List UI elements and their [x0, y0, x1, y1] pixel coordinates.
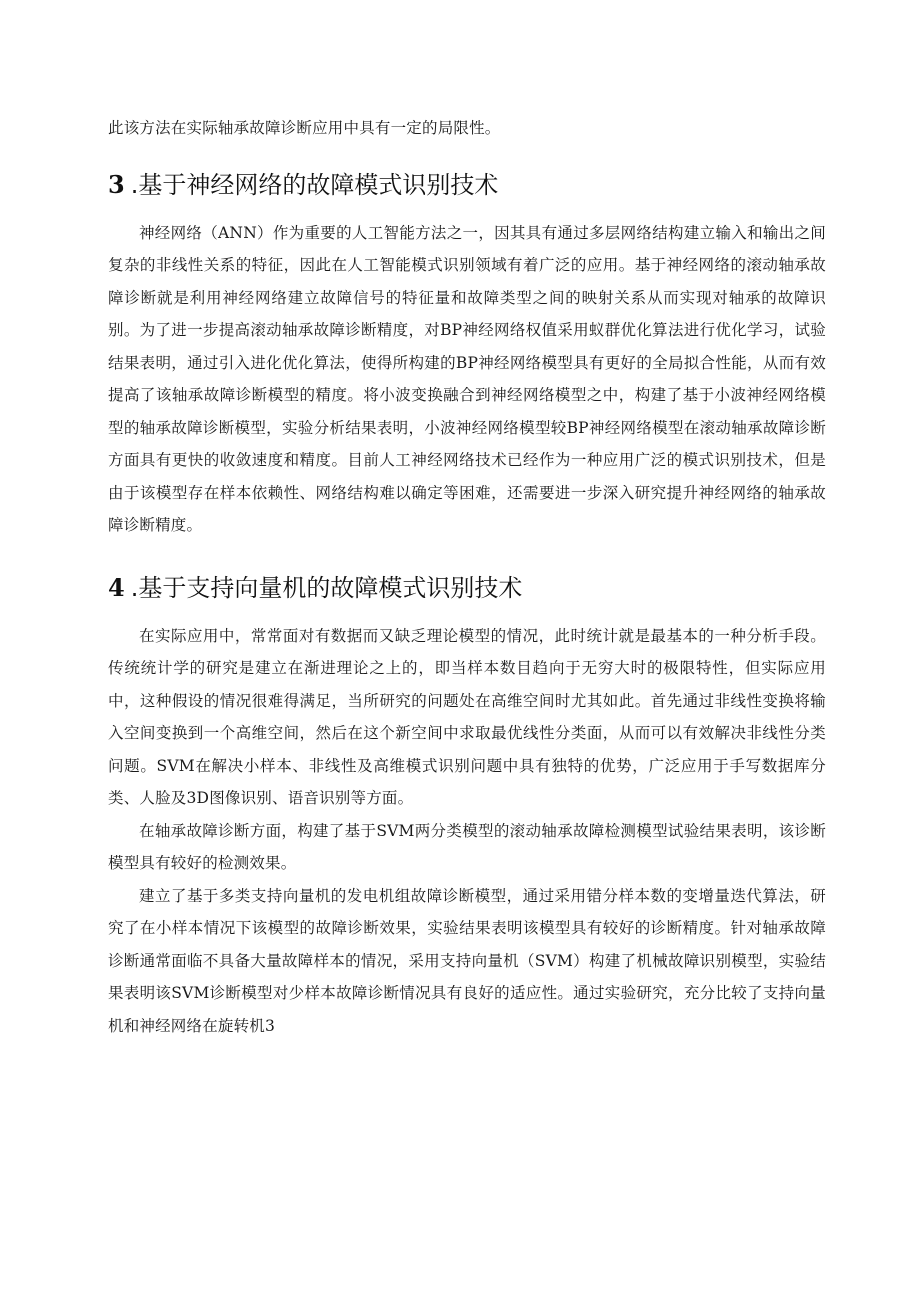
- section-4-paragraph-3: 建立了基于多类支持向量机的发电机组故障诊断模型，通过采用错分样本数的变增量迭代算法，研究了在小样本情况下该模型的故障诊断效果，实验结果表明该模型具有较好的诊断精度。针对轴承故障诊断通常面临不具备大量故障样本的情况，采用支持向量机（SVM）构建了机械故障识别模型，实验结果表明该SVM诊断模型对少样本故障诊断情况具有良好的适应性。通过实验研究，充分比较了支持向量机和神经网络在旋转机3: [108, 886, 826, 1035]
- section-4-paragraph-2: 在轴承故障诊断方面，构建了基于SVM两分类模型的滚动轴承故障检测模型试验结果表明，该诊断模型具有较好的检测效果。: [108, 821, 826, 872]
- section-3-paragraph: 神经网络（ANN）作为重要的人工智能方法之一，因其具有通过多层网络结构建立输入和输出之间复杂的非线性关系的特征，因此在人工智能模式识别领域有着广泛的应用。基于神经网络的滚动轴承故障诊断就是利用神经网络建立故障信号的特征量和故障类型之间的映射关系从而实现对轴承的故障识别。为了进一步提高滚动轴承故障诊断精度，对BP神经网络权值采用蚁群优化算法进行优化学习，试验结果表明，通过引入进化优化算法，使得所构建的BP神经网络模型具有更好的全局拟合性能，从而有效提高了该轴承故障诊断模型的精度。将小波变换融合到神经网络模型之中，构建了基于小波神经网络模型的轴承故障诊断模型，实验分析结果表明，小波神经网络模型较BP神经网络模型在滚动轴承故障诊断方面具有更快的收敛速度和精度。目前人工神经网络技术已经作为一种应用广泛的模式识别技术，但是由于该模型存在样本依赖性、网络结构难以确定等困难，还需要进一步深入研究提升神经网络的轴承故障诊断精度。: [108, 223, 826, 534]
- section-4-number: 4: [108, 572, 125, 602]
- section-3-heading: [108, 165, 826, 205]
- section-4-paragraph-1: 在实际应用中，常常面对有数据而又缺乏理论模型的情况，此时统计就是最基本的一种分析手段。传统统计学的研究是建立在渐进理论之上的，即当样本数目趋向于无穷大时的极限特性，但实际应用中，这种假设的情况很难得满足，当所研究的问题处在高维空间时尤其如此。首先通过非线性变换将输入空间变换到一个高维空间，然后在这个新空间中求取最优线性分类面，从而可以有效解决非线性分类问题。SVM在解决小样本、非线性及高维模式识别问题中具有独特的优势，广泛应用于手写数据库分类、人脸及3D图像识别、语音识别等方面。: [108, 626, 826, 807]
- section-3-title: .基于神经网络的故障模式识别技术: [130, 170, 499, 199]
- continuation-paragraph: 此该方法在实际轴承故障诊断应用中具有一定的局限性。: [108, 119, 501, 137]
- section-3-number: 3: [108, 169, 125, 199]
- section-4-heading: [108, 568, 826, 608]
- document-page: [108, 112, 826, 1042]
- section-4-title: .基于支持向量机的故障模式识别技术: [130, 573, 523, 602]
